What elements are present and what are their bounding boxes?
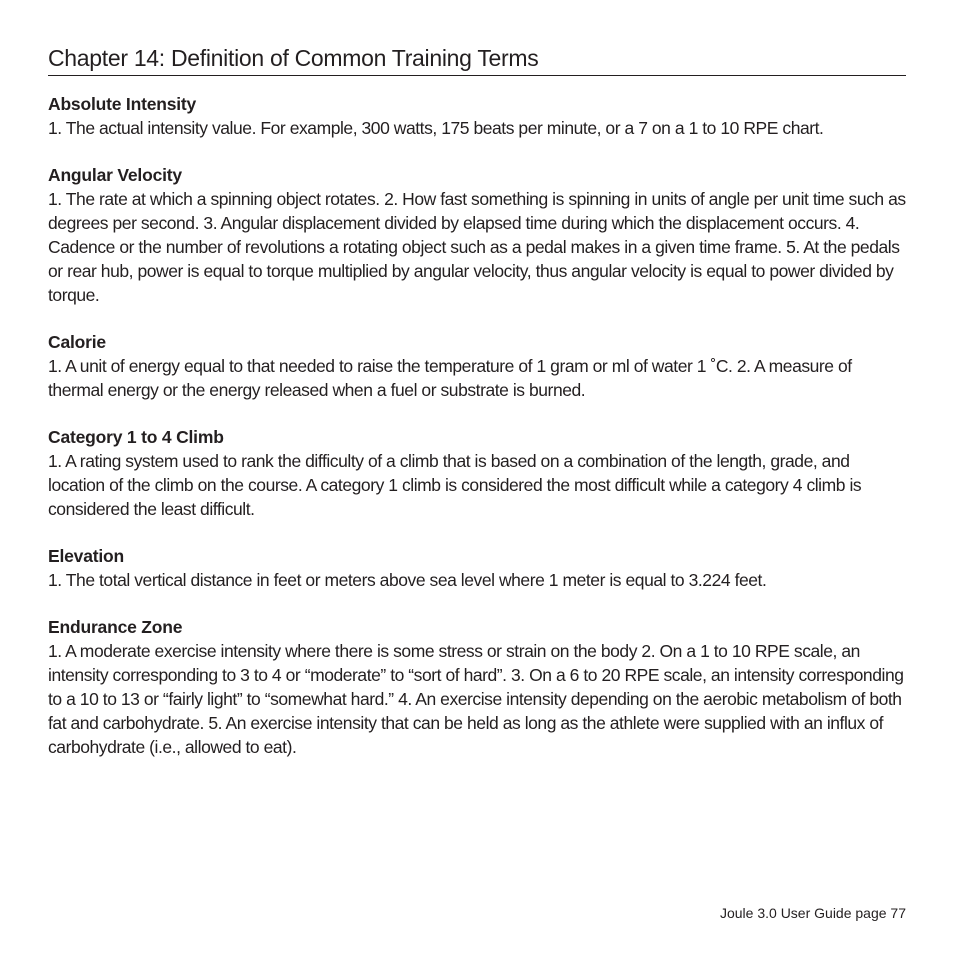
term-definition: 1. A rating system used to rank the difficulty of a climb that is based on a combination of the length, grade, and location of the climb on the course. A category 1 climb is considered the most difficult while a category 4 climb is considered the least difficult. bbox=[48, 451, 862, 519]
glossary-list bbox=[48, 92, 906, 782]
term-definition: 1. The total vertical distance in feet or meters above sea level where 1 meter is equal to 3.224 feet. bbox=[48, 570, 767, 590]
term-heading: Calorie bbox=[48, 332, 106, 352]
page-title: Chapter 14: Definition of Common Training Terms bbox=[48, 45, 539, 71]
glossary-entry bbox=[48, 425, 906, 521]
glossary-entry bbox=[48, 92, 906, 140]
glossary-entry bbox=[48, 544, 906, 592]
title-rule bbox=[48, 75, 906, 76]
term-heading: Endurance Zone bbox=[48, 617, 183, 637]
term-heading: Absolute Intensity bbox=[48, 94, 197, 114]
glossary-entry bbox=[48, 163, 906, 307]
glossary-entry bbox=[48, 615, 906, 759]
glossary-entry bbox=[48, 330, 906, 402]
term-definition: 1. The rate at which a spinning object rotates. 2. How fast something is spinning in units of angle per unit time such as degrees per second. 3. Angular displacement divided by elapsed time during which the displacement occurs. 4. Cadence or the number of revolutions a rotating object such as a pedal makes in a given time frame. 5. At the pedals or rear hub, power is equal to torque multiplied by angular velocity, thus angular velocity is equal to power divided by torque. bbox=[48, 189, 906, 305]
term-definition: 1. A moderate exercise intensity where there is some stress or strain on the body 2. On a 1 to 10 RPE scale, an intensity corresponding to 3 to 4 or “moderate” to “sort of hard”. 3. On a 6 to 20 RPE scale, an intensity corresponding to a 10 to 13 or “fairly light” to “somewhat hard.” 4. An exercise intensity depending on the aerobic metabolism of both fat and carbohydrate. 5. An exercise intensity that can be held as long as the athlete were supplied with an influx of carbohydrate (i.e., allowed to eat). bbox=[48, 641, 904, 757]
term-heading: Angular Velocity bbox=[48, 165, 182, 185]
page-footer: Joule 3.0 User Guide page 77 bbox=[719, 905, 906, 921]
term-heading: Category 1 to 4 Climb bbox=[48, 427, 224, 447]
term-heading: Elevation bbox=[48, 546, 125, 566]
term-definition: 1. The actual intensity value. For example, 300 watts, 175 beats per minute, or a 7 on a 1 to 10 RPE chart. bbox=[48, 118, 824, 138]
term-definition: 1. A unit of energy equal to that needed to raise the temperature of 1 gram or ml of water 1 ˚C. 2. A measure of thermal energy or the energy released when a fuel or substrate is burned. bbox=[48, 356, 852, 400]
